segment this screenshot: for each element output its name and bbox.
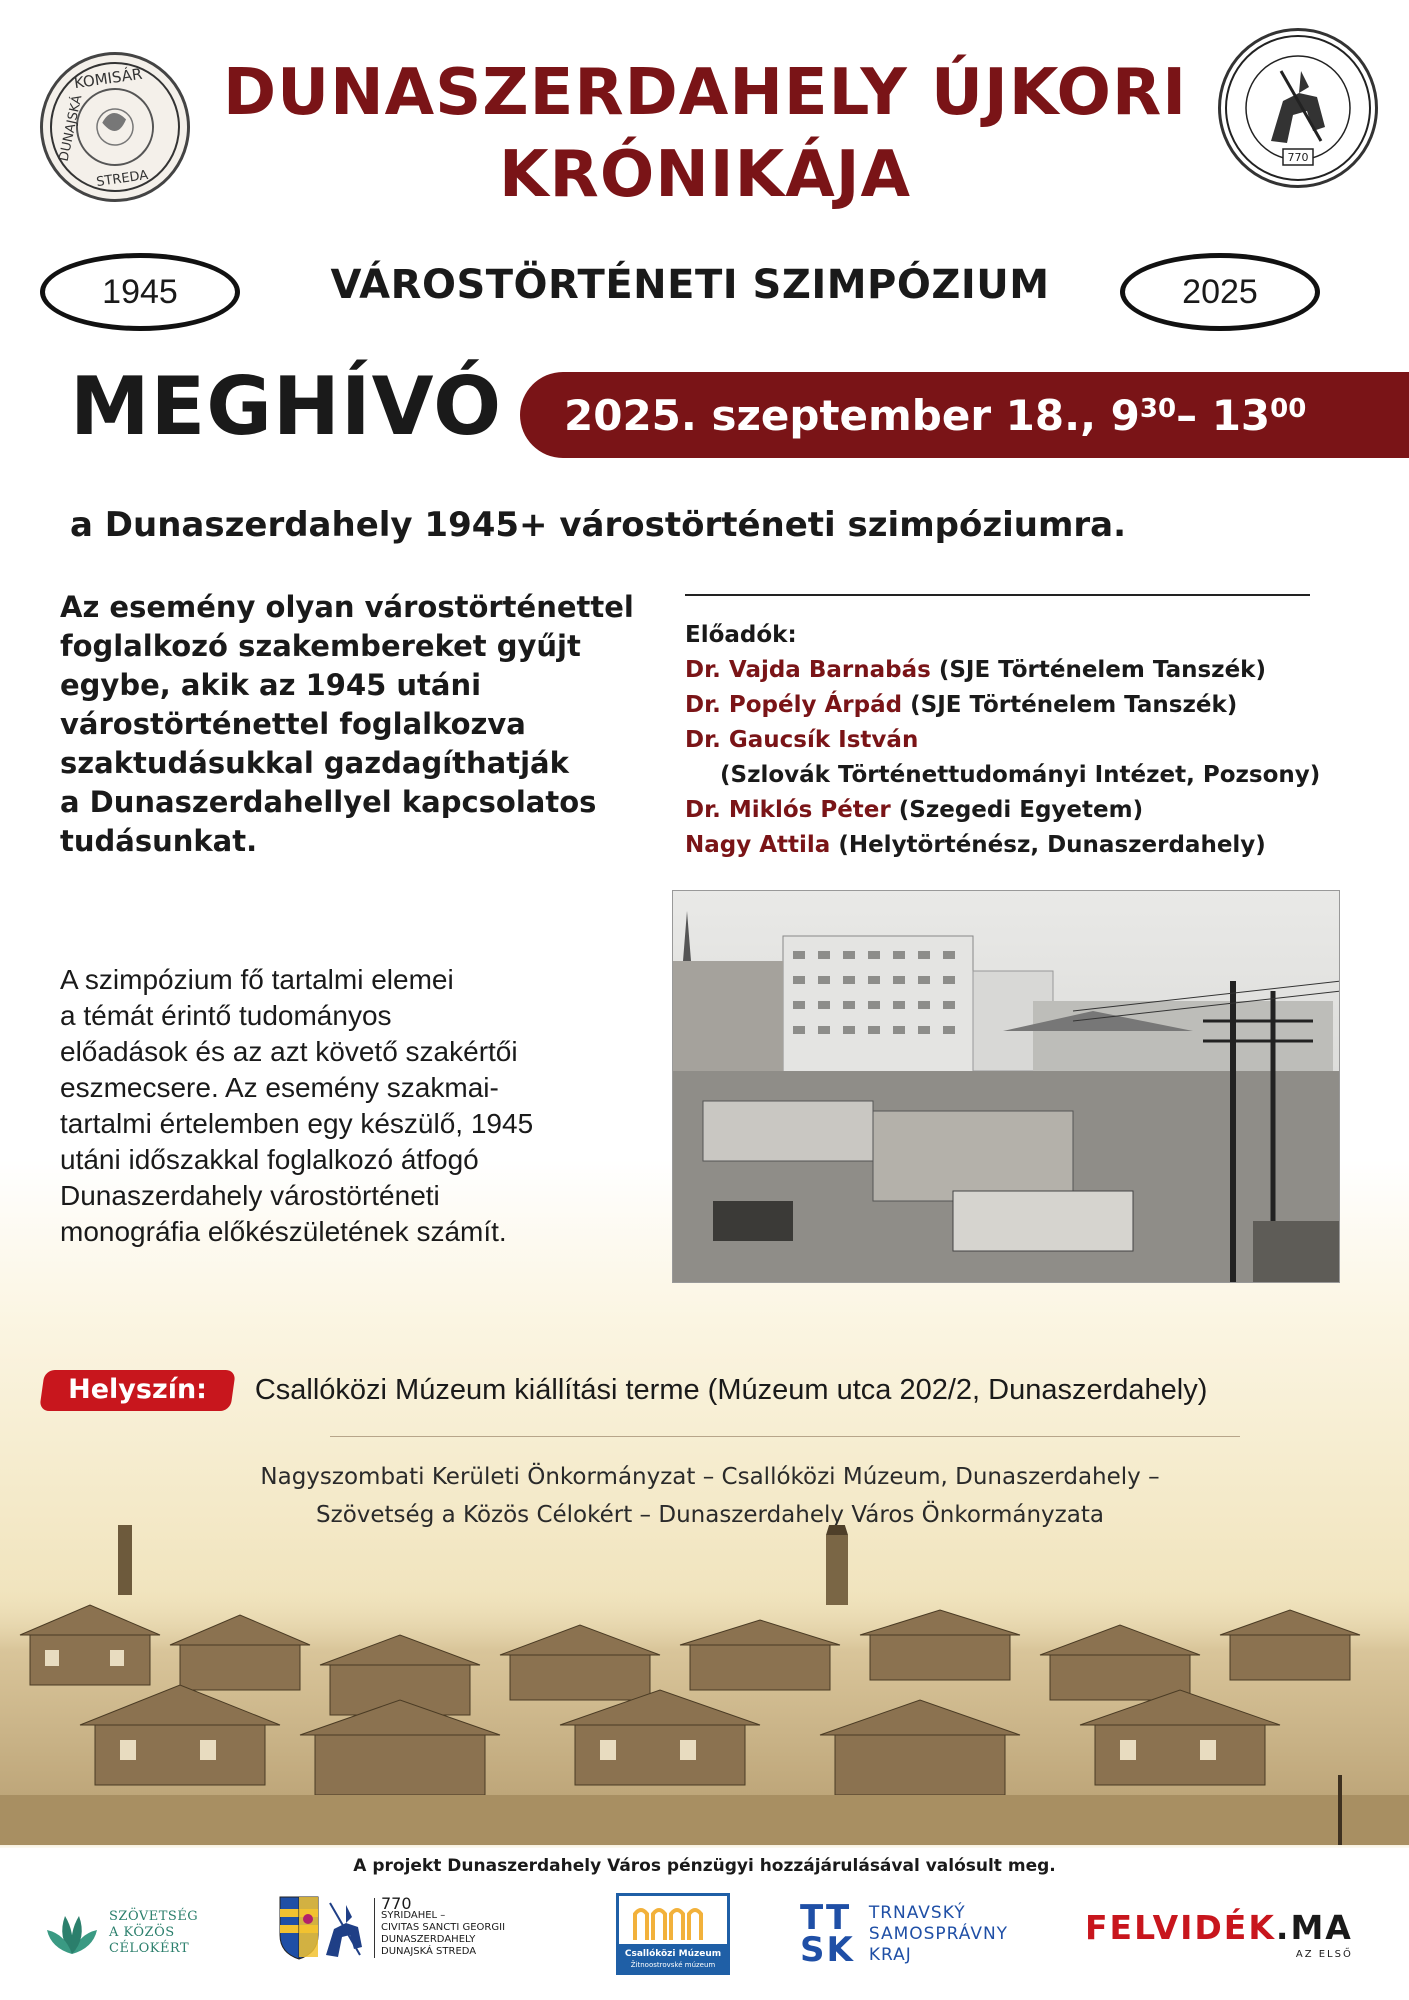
date-start-minutes: 30	[1139, 394, 1177, 424]
desc-bold-line: a Dunaszerdahellyel kapcsolatos	[60, 785, 597, 819]
logo770-line: DUNASZERDAHELY	[381, 1934, 476, 1945]
speaker-name: Dr. Gaucsík István	[685, 727, 919, 753]
organizers	[150, 1458, 1270, 1534]
speaker-name: Dr. Miklós Péter	[685, 797, 891, 823]
desc-line: A szimpózium fő tartalmi elemei	[60, 964, 454, 995]
venue-address: Csallóközi Múzeum kiállítási terme (Múzeum utca 202/2, Dunaszerdahely)	[254, 1373, 1208, 1406]
muzeum-name: Csallóközi Múzeum	[624, 1949, 722, 1959]
subtitle: VÁROSTÖRTÉNETI SZIMPÓZIUM	[330, 262, 1050, 308]
saint-george-seal	[1218, 28, 1378, 188]
speakers-list	[685, 618, 1365, 863]
date-main: 2025. szeptember 18., 9	[564, 390, 1140, 440]
title-line-1: DUNASZERDAHELY ÚJKORI	[222, 56, 1188, 130]
invitation-heading: MEGHÍVÓ	[70, 360, 503, 453]
event-description-regular	[60, 962, 620, 1250]
speaker-item	[685, 828, 1365, 863]
date-dash-end: – 13	[1176, 390, 1271, 440]
desc-line: monográfia előkészületének számít.	[60, 1216, 507, 1247]
date-end-minutes: 00	[1270, 394, 1307, 424]
speaker-item	[685, 758, 1365, 793]
felvidek-tagline: AZ ELSŐ	[1295, 1949, 1353, 1960]
ttsk-line: KRAJ	[868, 1944, 912, 1965]
funding-note: A projekt Dunaszerdahely Város pénzügyi hozzájárulásával valósult meg.	[353, 1856, 1056, 1876]
felvidek-brand: FELVIDÉK	[1085, 1908, 1276, 1947]
desc-bold-line: tudásunkat.	[60, 824, 258, 858]
logo770-line: CIVITAS SANCTI GEORGII	[381, 1922, 506, 1933]
stamp-text-top: KOMISÁR	[72, 64, 144, 93]
ttsk-mark	[800, 1898, 855, 1970]
desc-line: előadások és az azt követő szakértői	[60, 1036, 518, 1067]
leaf-icon	[45, 1908, 99, 1958]
year-end-oval	[1120, 253, 1320, 331]
desc-line: utáni időszakkal foglalkozó átfogó	[60, 1144, 479, 1175]
year-end: 2025	[1182, 272, 1258, 311]
speaker-affiliation: (Szegedi Egyetem)	[890, 797, 1144, 823]
organizers-line: Szövetség a Közös Célokért – Dunaszerdahely Város Önkormányzata	[316, 1502, 1104, 1528]
historic-town-panorama	[0, 1525, 1409, 1845]
desc-line: tartalmi értelemben egy készülő, 1945	[60, 1108, 534, 1139]
logo770-number: 770	[381, 1894, 412, 1913]
coat-of-arms-icon	[278, 1895, 320, 1961]
organizers-divider	[330, 1436, 1240, 1437]
speaker-item	[685, 723, 1365, 758]
speaker-affiliation: (Szlovák Történettudományi Intézet, Pozsony)	[720, 762, 1321, 788]
speaker-affiliation: (SJE Történelem Tanszék)	[902, 692, 1238, 718]
speaker-affiliation: (SJE Történelem Tanszék)	[930, 657, 1266, 683]
desc-bold-line: Az esemény olyan várostörténettel	[60, 590, 634, 624]
ttsk-line: TRNAVSKÝ	[868, 1902, 966, 1923]
ttsk-mark-top: TT	[800, 1898, 852, 1938]
felvidek-suffix: MA	[1290, 1908, 1353, 1947]
year-start-oval	[40, 253, 240, 331]
szovetseg-logo	[45, 1908, 198, 1958]
desc-line: a témát érintő tudományos	[60, 1000, 392, 1031]
organizers-line: Nagyszombati Kerületi Önkormányzat – Csallóközi Múzeum, Dunaszerdahely –	[260, 1464, 1160, 1490]
year-start: 1945	[102, 272, 178, 311]
speaker-name: Dr. Vajda Barnabás	[685, 657, 931, 683]
stamp-text-bottom: STREDA	[95, 167, 150, 191]
title-line-2: KRÓNIKÁJA	[498, 138, 912, 212]
venue-label: Helyszín:	[68, 1373, 207, 1405]
venue-label-badge	[39, 1370, 236, 1411]
muzeum-name-sk: Žitnoostrovské múzeum	[630, 1961, 716, 1969]
speaker-name: Nagy Attila	[685, 832, 831, 858]
desc-line: eszmecsere. Az esemény szakmai-	[60, 1072, 499, 1103]
logo770-line: SYRIDAHEL –	[381, 1910, 446, 1921]
saint-george-icon	[320, 1895, 368, 1961]
ttsk-mark-bottom: SK	[800, 1930, 855, 1970]
desc-bold-line: egybe, akik az 1945 utáni	[60, 668, 482, 702]
speaker-item	[685, 653, 1365, 688]
ttsk-logo	[800, 1898, 1009, 1970]
felvidek-ma-logo	[1085, 1908, 1353, 1960]
speaker-item	[685, 793, 1365, 828]
szov-line: A KÖZÖS	[109, 1925, 175, 1940]
logo770-line: DUNAJSKÁ STREDA	[381, 1946, 477, 1957]
main-title	[190, 52, 1220, 216]
seal-badge-number: 770	[1287, 151, 1309, 164]
city-stamp-seal	[30, 42, 199, 211]
csallokozi-muzeum-logo	[616, 1893, 730, 1975]
speakers-label: Előadók:	[685, 622, 797, 648]
date-banner	[520, 372, 1409, 458]
ttsk-line: SAMOSPRÁVNY	[868, 1923, 1009, 1944]
szov-line: SZÖVETSÉG	[109, 1909, 199, 1924]
venue-row	[42, 1366, 1207, 1414]
speaker-affiliation: (Helytörténész, Dunaszerdahely)	[830, 832, 1266, 858]
desc-bold-line: szaktudásukkal gazdagíthatják	[60, 746, 569, 780]
city-770-logo	[278, 1895, 505, 1961]
felvidek-dot: .	[1275, 1908, 1291, 1947]
szov-line: CÉLOKÉRT	[109, 1941, 190, 1956]
invitation-intro: a Dunaszerdahely 1945+ várostörténeti szimpóziumra.	[70, 505, 1127, 545]
speaker-name: Dr. Popély Árpád	[685, 692, 903, 718]
desc-bold-line: foglalkozó szakembereket gyűjt	[60, 629, 581, 663]
stamp-text-left: DUNAJSKÁ	[56, 93, 86, 163]
speakers-divider	[685, 594, 1310, 596]
historic-photo-ruins	[672, 890, 1340, 1283]
desc-line: Dunaszerdahely várostörténeti	[60, 1180, 440, 1211]
event-description-bold	[60, 588, 634, 861]
speaker-item	[685, 688, 1365, 723]
desc-bold-line: várostörténettel foglalkozva	[60, 707, 526, 741]
